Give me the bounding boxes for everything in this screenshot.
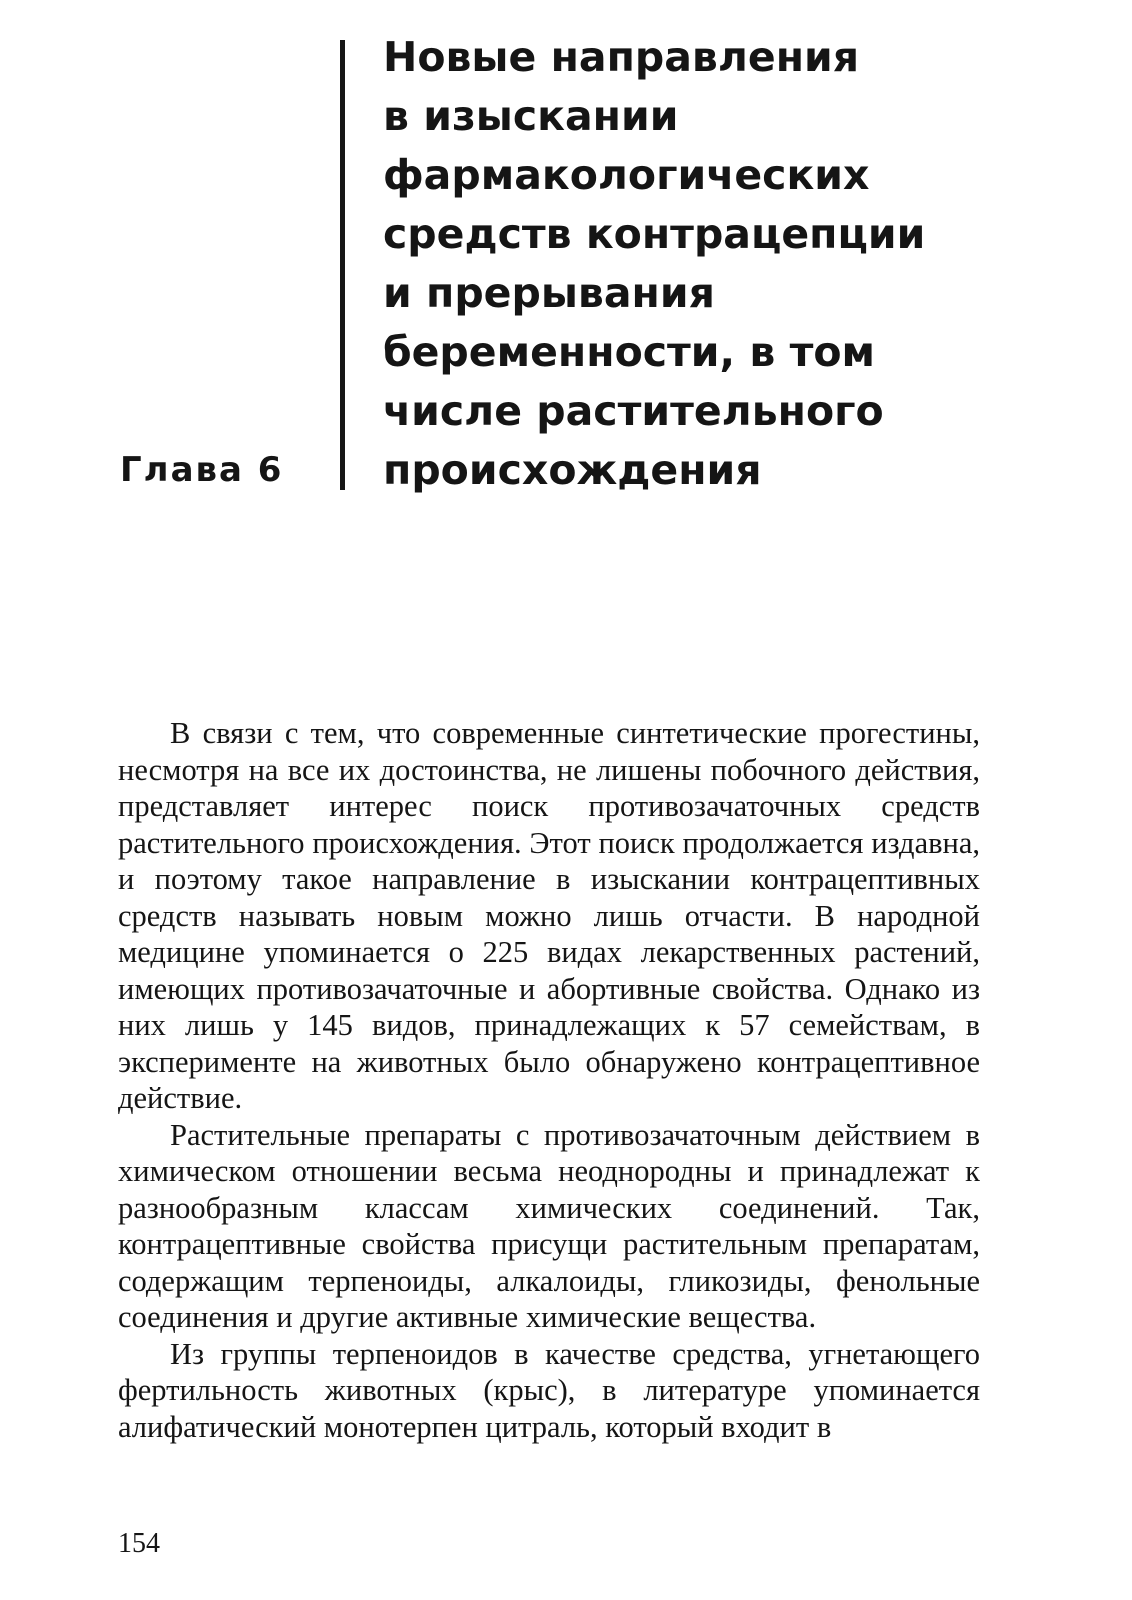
- vertical-divider: [340, 40, 345, 490]
- chapter-number: Глава 6: [120, 450, 284, 490]
- chapter-title-line: фармакологических: [383, 151, 870, 199]
- chapter-title-line: Новые направления: [383, 33, 860, 81]
- chapter-title-line: беременности, в том: [383, 328, 876, 376]
- chapter-title-line: происхождения: [383, 446, 762, 494]
- paragraph: Растительные препараты с противозачаточным действием в химическом отношении весьма неоднородны и принадлежат к разнообразным классам химических соединений. Так, контрацептивные свойства присущи растительным препаратам, содержащим терпеноиды, алкалоиды, гликозиды, фенольные соединения и другие активные химические вещества.: [118, 1117, 980, 1334]
- page-number: 154: [118, 1528, 160, 1559]
- chapter-title-line: числе растительного: [383, 387, 884, 435]
- chapter-title-line: средств контрацепции: [383, 210, 926, 258]
- paragraph: В связи с тем, что современные синтетические прогестины, несмотря на все их достоинства, не лишены побочного действия, представляет интерес поиск противозачаточных средств растительного происхождения. Этот поиск продолжается издавна, и поэтому такое направление в изыскании контрацептивных средств называть новым можно лишь отчасти. В народной медицине упоминается о 225 видах лекарственных растений, имеющих противозачаточные и абортивные свойства. Однако из них лишь у 145 видов, принадлежащих к 57 семействам, в эксперименте на животных было обнаружено контрацептивное действие.: [118, 716, 980, 1115]
- chapter-title-line: в изыскании: [383, 92, 679, 140]
- chapter-title: [383, 28, 1113, 500]
- chapter-title-line: и прерывания: [383, 269, 715, 317]
- paragraph: Из группы терпеноидов в качестве средства, угнетающего фертильность животных (крыс), в литературе упоминается алифатический монотерпен цитраль, который входит в: [118, 1336, 980, 1444]
- body-text: [118, 715, 980, 1445]
